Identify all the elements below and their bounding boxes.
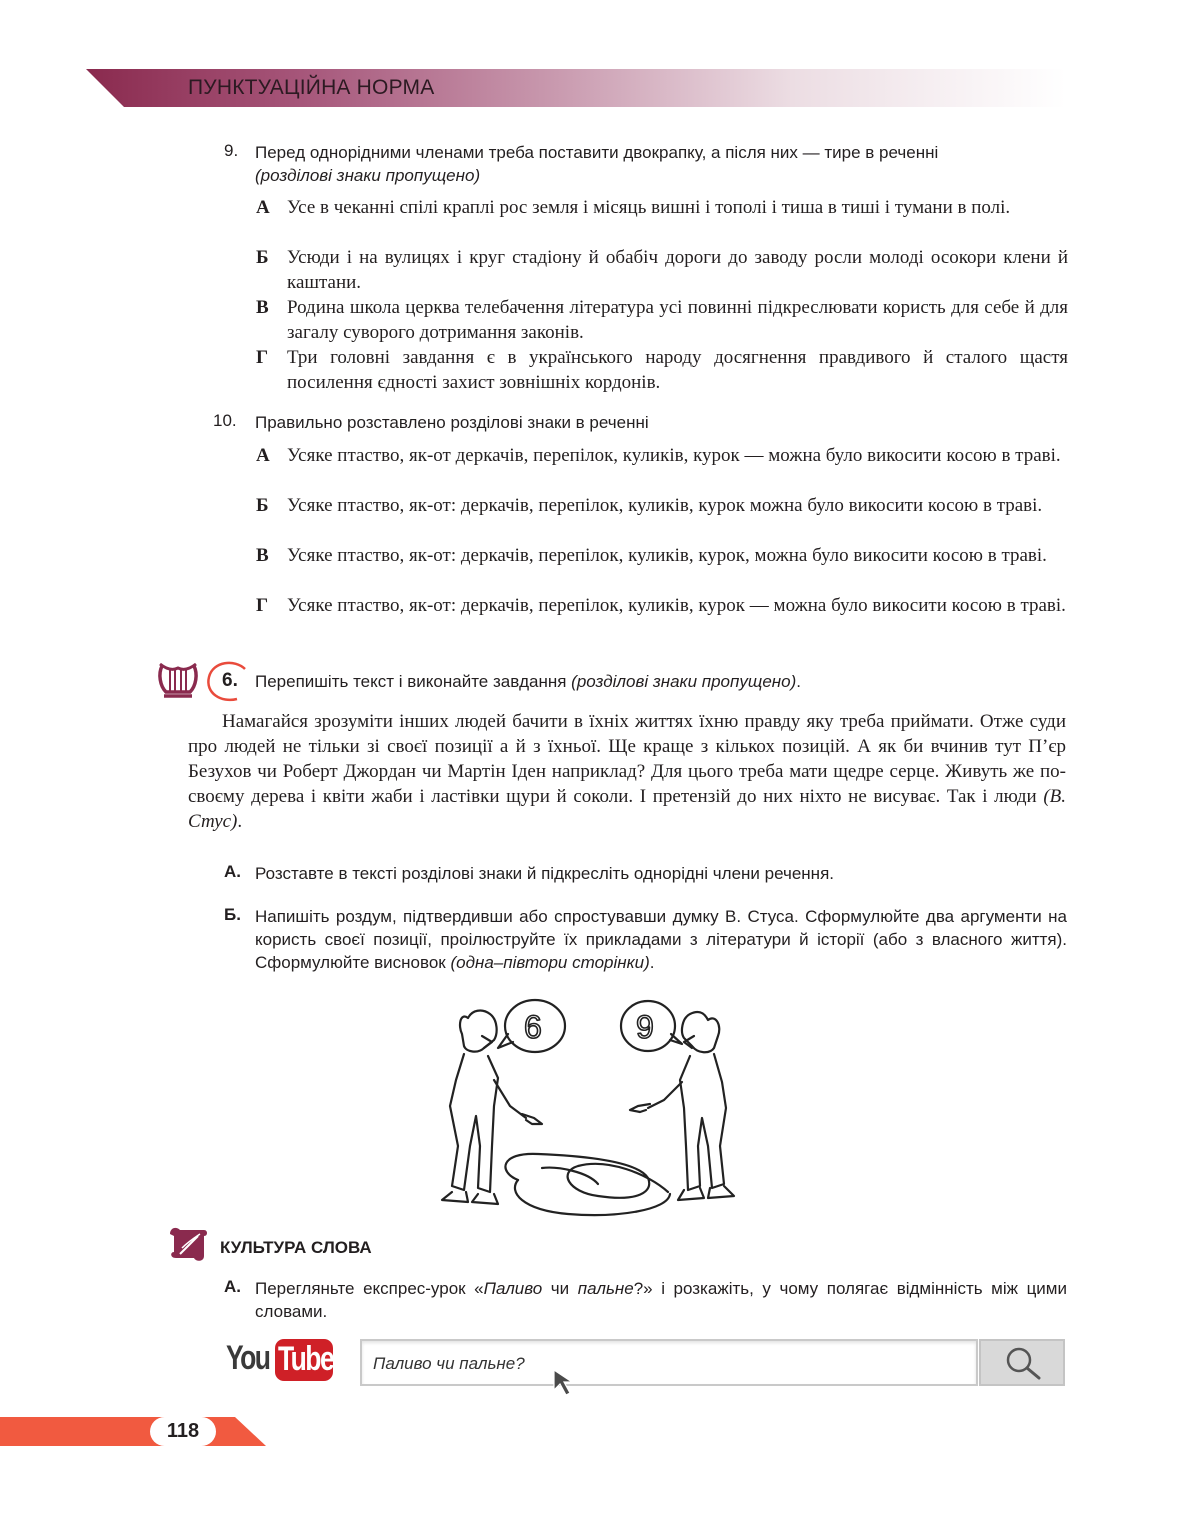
option-text: Усяке птаство, як-от: деркачів, перепілок, куликів, курок — можна було викосити косою в траві. [287,595,1066,616]
search-input-value: Паливо чи пальне? [373,1354,525,1373]
option-letter: Б [256,247,269,268]
youtube-search-button[interactable] [979,1339,1065,1386]
paragraph-text: Намагайся зрозуміти інших людей бачити в їхніх життях їхню правду яку треба приймати. Отже суди про людей не тільки зі своєї позиції а й з їхньої. Ще краще з кількох позицій. А як би вчинив тут П’єр Безухов чи Роберт Джордан чи Мартін Іден наприклад? Для цього треба мати щедре серце. Живуть же по-своєму дерева і квіти жаби і ластівки щури й соколи. І претензій до них ніхто не висуває. Так і люди [188,711,1066,807]
question-10-text: Правильно розставлено розділові знаки в реченні [255,413,649,432]
youtube-logo-you: You [226,1339,270,1377]
culture-section-title: КУЛЬТУРА СЛОВА [220,1238,372,1257]
option-letter: Г [256,595,269,616]
magnifier-icon [1003,1344,1043,1384]
culture-task-pre: Перегляньте експрес-урок « [255,1279,484,1298]
stus-paragraph: Намагайся зрозуміти інших людей бачити в їхніх життях їхню правду яку треба приймати. Отже суди про людей не тільки зі своєї позиції а й з їхньої. Ще краще з кількох позицій. А як би вчинив тут П’єр Безухов чи Роберт Джордан чи Мартін Іден наприклад? Для цього треба мати щедре серце. Живуть же по-своєму дерева і квіти жаби і ластівки щури й соколи. І претензій до них ніхто не висуває. Так і люди (В. Стус). [188,711,1067,832]
quill-scroll-icon [166,1224,210,1264]
option-text: Усюди і на вулицях і круг стадіону й обабіч дороги до заводу росли молоді осокори клени й каштани. [287,247,1068,293]
task-a-label: А. [224,862,241,881]
task-b-label: Б. [224,905,241,924]
footer-band [0,1417,266,1446]
culture-task-text [255,1277,1067,1323]
exercise-6-number: 6. [222,670,238,691]
right-bubble-digit: 9 [636,1009,654,1045]
question-9-number: 9. [224,141,239,160]
option-letter: А [256,445,270,466]
q9-option-a [256,195,1068,220]
exercise-6-instruction-text: Перепишіть текст і виконайте завдання [255,672,567,691]
culture-task-label: А. [224,1277,241,1296]
six-nine-illustration [438,996,738,1226]
question-10-number: 10. [213,411,237,430]
option-letter: В [256,545,269,566]
q10-option-b [256,493,1068,518]
q9-option-v [256,295,1068,345]
option-text: Усяке птаство, як-от деркачів, перепілок, куликів, курок — можна було викосити косою в траві. [287,445,1061,466]
culture-task-word-1: Паливо [483,1279,543,1298]
paragraph-author: (В. Стус) [188,786,1067,832]
exercise-6-instruction: Перепишіть текст і виконайте завдання (розділові знаки пропущено). [255,672,801,691]
option-letter: Б [256,495,269,516]
option-text: Родина школа церква телебачення література усі повинні підкреслювати користь для себе й для загалу суворого дотримання законів. [287,297,1068,343]
task-a-text: Розставте в тексті розділові знаки й підкресліть однорідні члени речення. [255,864,834,883]
question-9-note: (розділові знаки пропущено) [255,166,481,185]
lyre-icon [156,660,200,702]
option-text: Усе в чеканні спілі краплі рос земля і місяць вишні і тополі і тиша в тиші і тумани в полі. [287,197,1011,218]
exercise-6-instruction-note: (розділові знаки пропущено) [571,672,797,691]
q10-option-v [256,543,1068,568]
culture-task-word-2: пальне [577,1279,634,1298]
q9-option-h [256,345,1068,395]
question-9-stem: Перед однорідними членами треба поставити двокрапку, а після них — тире в реченні [255,143,939,162]
option-text: Усяке птаство, як-от: деркачів, перепілок, куликів, курок можна було викосити косою в траві. [287,495,1043,516]
culture-task-mid: чи [542,1279,578,1298]
option-text: Три головні завдання є в українського народу досягнення правдивого й сталого щастя посилення єдності захист зовнішніх кордонів. [287,347,1068,393]
option-letter: В [256,297,269,318]
option-text: Усяке птаство, як-от: деркачів, перепілок, куликів, курок, можна було викосити косою в траві. [287,545,1047,566]
page-number: 118 [150,1417,216,1446]
page-section-title: ПУНКТУАЦІЙНА НОРМА [188,76,435,99]
task-b-text: Напишіть роздум, підтвердивши або спростувавши думку В. Стуса. Сформулюйте два аргументи на користь своєї позиції, проілюструйте їх прикладами з літератури й історії (або з власного життя). Сформулюйте висновок (одна–півтори сторінки). [255,907,1067,972]
culture-task-post: ?» і розкажіть, у чому полягає відмінність між цими словами. [255,1279,1067,1321]
option-letter: Г [256,347,269,368]
q10-option-h [256,593,1068,618]
mouse-cursor-icon [552,1368,582,1398]
left-bubble-digit: 6 [524,1009,542,1045]
task-b-body: Напишіть роздум, підтвердивши або спростувавши думку В. Стуса. Сформулюйте два аргументи на користь своєї позиції, проілюструйте їх прикладами з літератури й історії (або з власного життя). Сформулюйте висновок [255,907,1067,972]
option-letter: А [256,197,270,218]
q10-option-a [256,443,1068,468]
task-b-note: (одна–півтори сторінки) [450,953,650,972]
question-9-text [255,141,1067,187]
youtube-logo-tube: Tube [278,1340,334,1378]
q9-option-b [256,245,1068,295]
